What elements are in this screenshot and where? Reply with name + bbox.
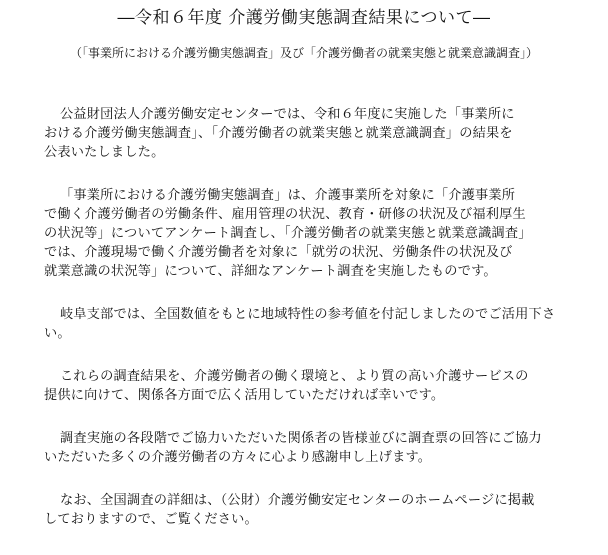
paragraph-line: い。 <box>44 326 71 341</box>
paragraph-line: 就業意識の状況等」について、詳細なアンケート調査を実施したものです。 <box>44 264 497 279</box>
paragraph-utilization <box>44 367 584 405</box>
paragraph-survey-overview <box>44 186 584 281</box>
paragraph-line: なお、全国調査の詳細は、（公財）介護労働安定センターのホームページに掲載 <box>60 493 535 508</box>
document-body <box>44 105 584 553</box>
paragraph-line: 提供に向けて、関係各方面で広く活用していただければ幸いです。 <box>44 388 445 403</box>
paragraph-announcement <box>44 105 584 162</box>
paragraph-line: では、介護現場で働く介護労働者を対象に「就労の状況、労働条件の状況及び <box>44 245 513 260</box>
paragraph-line: 岐阜支部では、全国数値をもとに地域特性の参考値を付記しましたのでご活用下さ <box>60 307 556 322</box>
paragraph-line: いただいた多くの介護労働者の方々に心より感謝申し上げます。 <box>44 450 432 465</box>
paragraph-line: しておりますので、ご覧ください。 <box>44 512 258 527</box>
paragraph-details-note <box>44 491 584 529</box>
paragraph-line: 調査実施の各段階でご協力いただいた関係者の皆様並びに調査票の回答にご協力 <box>60 431 542 446</box>
document-title: ―令和６年度 介護労働実態調査結果について― <box>117 8 491 28</box>
paragraph-line: 公益財団法人介護労働安定センターでは、令和６年度に実施した「事業所に <box>60 107 515 122</box>
document-subtitle: （「事業所における介護労働実態調査」及び「介護労働者の就業実態と就業意識調査」） <box>69 46 538 60</box>
paragraph-line: これらの調査結果を、介護労働者の働く環境と、より質の高い介護サービスの <box>60 369 529 384</box>
paragraph-line: 公表いたしました。 <box>44 145 165 160</box>
paragraph-line: の状況等」についてアンケート調査し、「介護労働者の就業実態と就業意識調査」 <box>44 226 532 241</box>
paragraph-line: おける介護労働実態調査」、「介護労働者の就業実態と就業意識調査」の結果を <box>44 126 513 141</box>
paragraph-gifu-branch <box>44 305 584 343</box>
paragraph-acknowledgement <box>44 429 584 467</box>
paragraph-line: で働く介護労働者の労働条件、雇用管理の状況、教育・研修の状況及び福利厚生 <box>44 207 526 222</box>
paragraph-line: 「事業所における介護労働実態調査」は、介護事業所を対象に「介護事業所 <box>60 188 516 203</box>
